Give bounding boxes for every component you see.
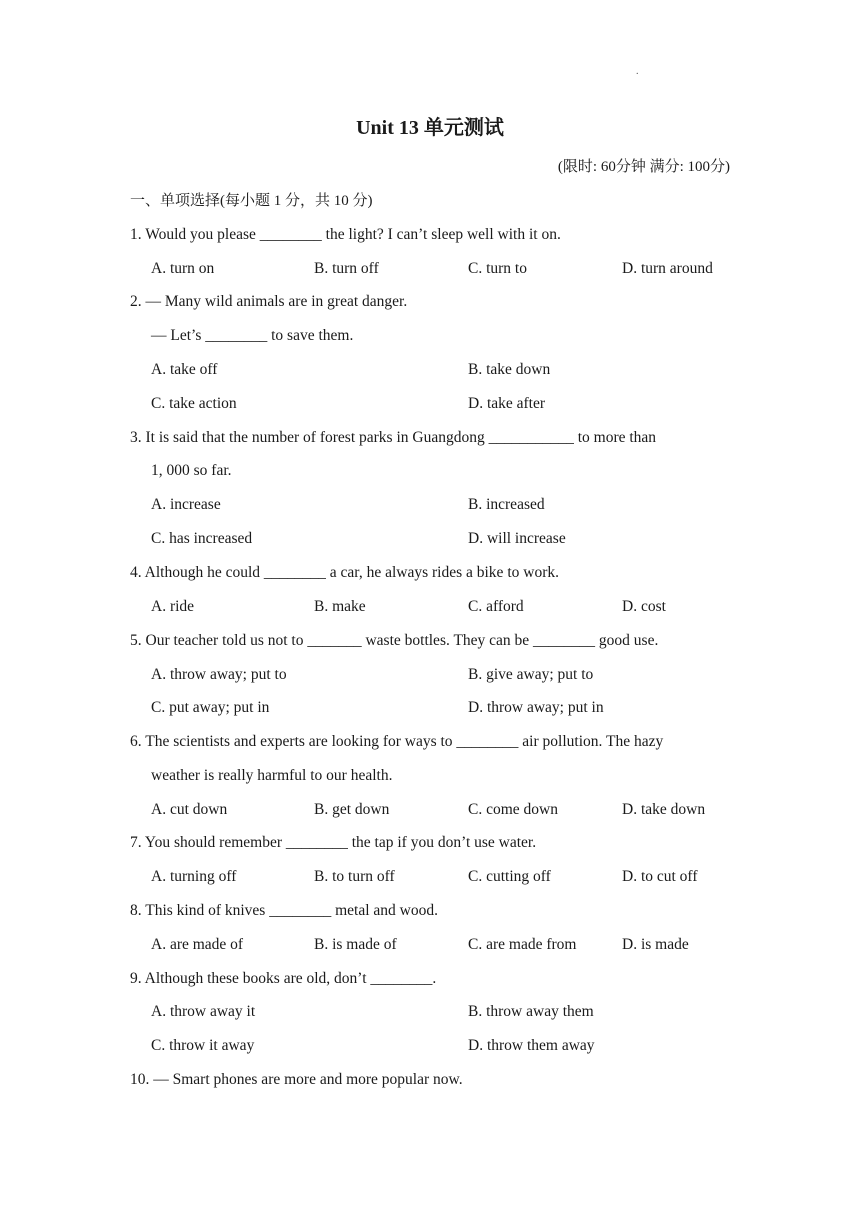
question-6-stem-cont: weather is really harmful to our health. [151,767,393,784]
q6-option-c: C. come down [468,801,558,818]
q6-option-d: D. take down [622,801,706,818]
question-2-reply: — Let’s ________ to save them. [151,327,354,344]
question-5-stem: 5. Our teacher told us not to _______ waste bottles. They can be ________ good use. [130,632,659,649]
question-1-stem: 1. Would you please ________ the light? I can’t sleep well with it on. [130,226,561,243]
question-8-stem: 8. This kind of knives ________ metal and wood. [130,902,438,919]
q3-option-c: C. has increased [151,530,253,547]
q9-option-a: A. throw away it [151,1003,256,1020]
q5-option-a: A. throw away; put to [151,666,287,683]
question-3-stem: 3. It is said that the number of forest parks in Guangdong ___________ to more than [130,429,657,446]
q4-option-a: A. ride [151,598,195,615]
question-9-stem: 9. Although these books are old, don’t ________. [130,970,437,987]
time-score-limit: (限时: 60分钟 满分: 100分) [557,159,730,175]
q7-option-c: C. cutting off [468,868,551,885]
question-6-stem: 6. The scientists and experts are looking for ways to ________ air pollution. The hazy [130,733,664,750]
q5-option-d: D. throw away; put in [468,699,604,716]
q6-option-b: B. get down [314,801,390,818]
q3-option-a: A. increase [151,496,221,513]
q7-option-d: D. to cut off [622,868,698,885]
q2-option-a: A. take off [151,361,218,378]
q3-option-b: B. increased [468,496,545,513]
q1-option-a: A. turn on [151,260,215,277]
q9-option-b: B. throw away them [468,1003,594,1020]
q4-option-c: C. afford [468,598,524,615]
q1-option-b: B. turn off [314,260,379,277]
q3-option-d: D. will increase [468,530,566,547]
page-title: Unit 13 单元测试 [356,117,504,139]
section-heading: 一、单项选择(每小题 1 分，共 10 分) [130,193,373,209]
question-2-stem: 2. — Many wild animals are in great danger. [130,293,408,310]
q1-option-d: D. turn around [622,260,713,277]
question-3-stem-cont: 1, 000 so far. [151,462,232,479]
q7-option-b: B. to turn off [314,868,395,885]
q4-option-d: D. cost [622,598,666,615]
header-dot: . [636,66,639,77]
q5-option-b: B. give away; put to [468,666,594,683]
q4-option-b: B. make [314,598,366,615]
q2-option-c: C. take action [151,395,237,412]
q1-option-c: C. turn to [468,260,527,277]
question-7-stem: 7. You should remember ________ the tap if you don’t use water. [130,834,537,851]
q8-option-d: D. is made [622,936,689,953]
question-10-stem: 10. — Smart phones are more and more popular now. [130,1071,463,1088]
q7-option-a: A. turning off [151,868,237,885]
q2-option-d: D. take after [468,395,546,412]
q9-option-d: D. throw them away [468,1037,595,1054]
q8-option-a: A. are made of [151,936,244,953]
q5-option-c: C. put away; put in [151,699,270,716]
q8-option-b: B. is made of [314,936,397,953]
q8-option-c: C. are made from [468,936,577,953]
q9-option-c: C. throw it away [151,1037,255,1054]
q2-option-b: B. take down [468,361,551,378]
q6-option-a: A. cut down [151,801,228,818]
question-4-stem: 4. Although he could ________ a car, he always rides a bike to work. [130,564,559,581]
